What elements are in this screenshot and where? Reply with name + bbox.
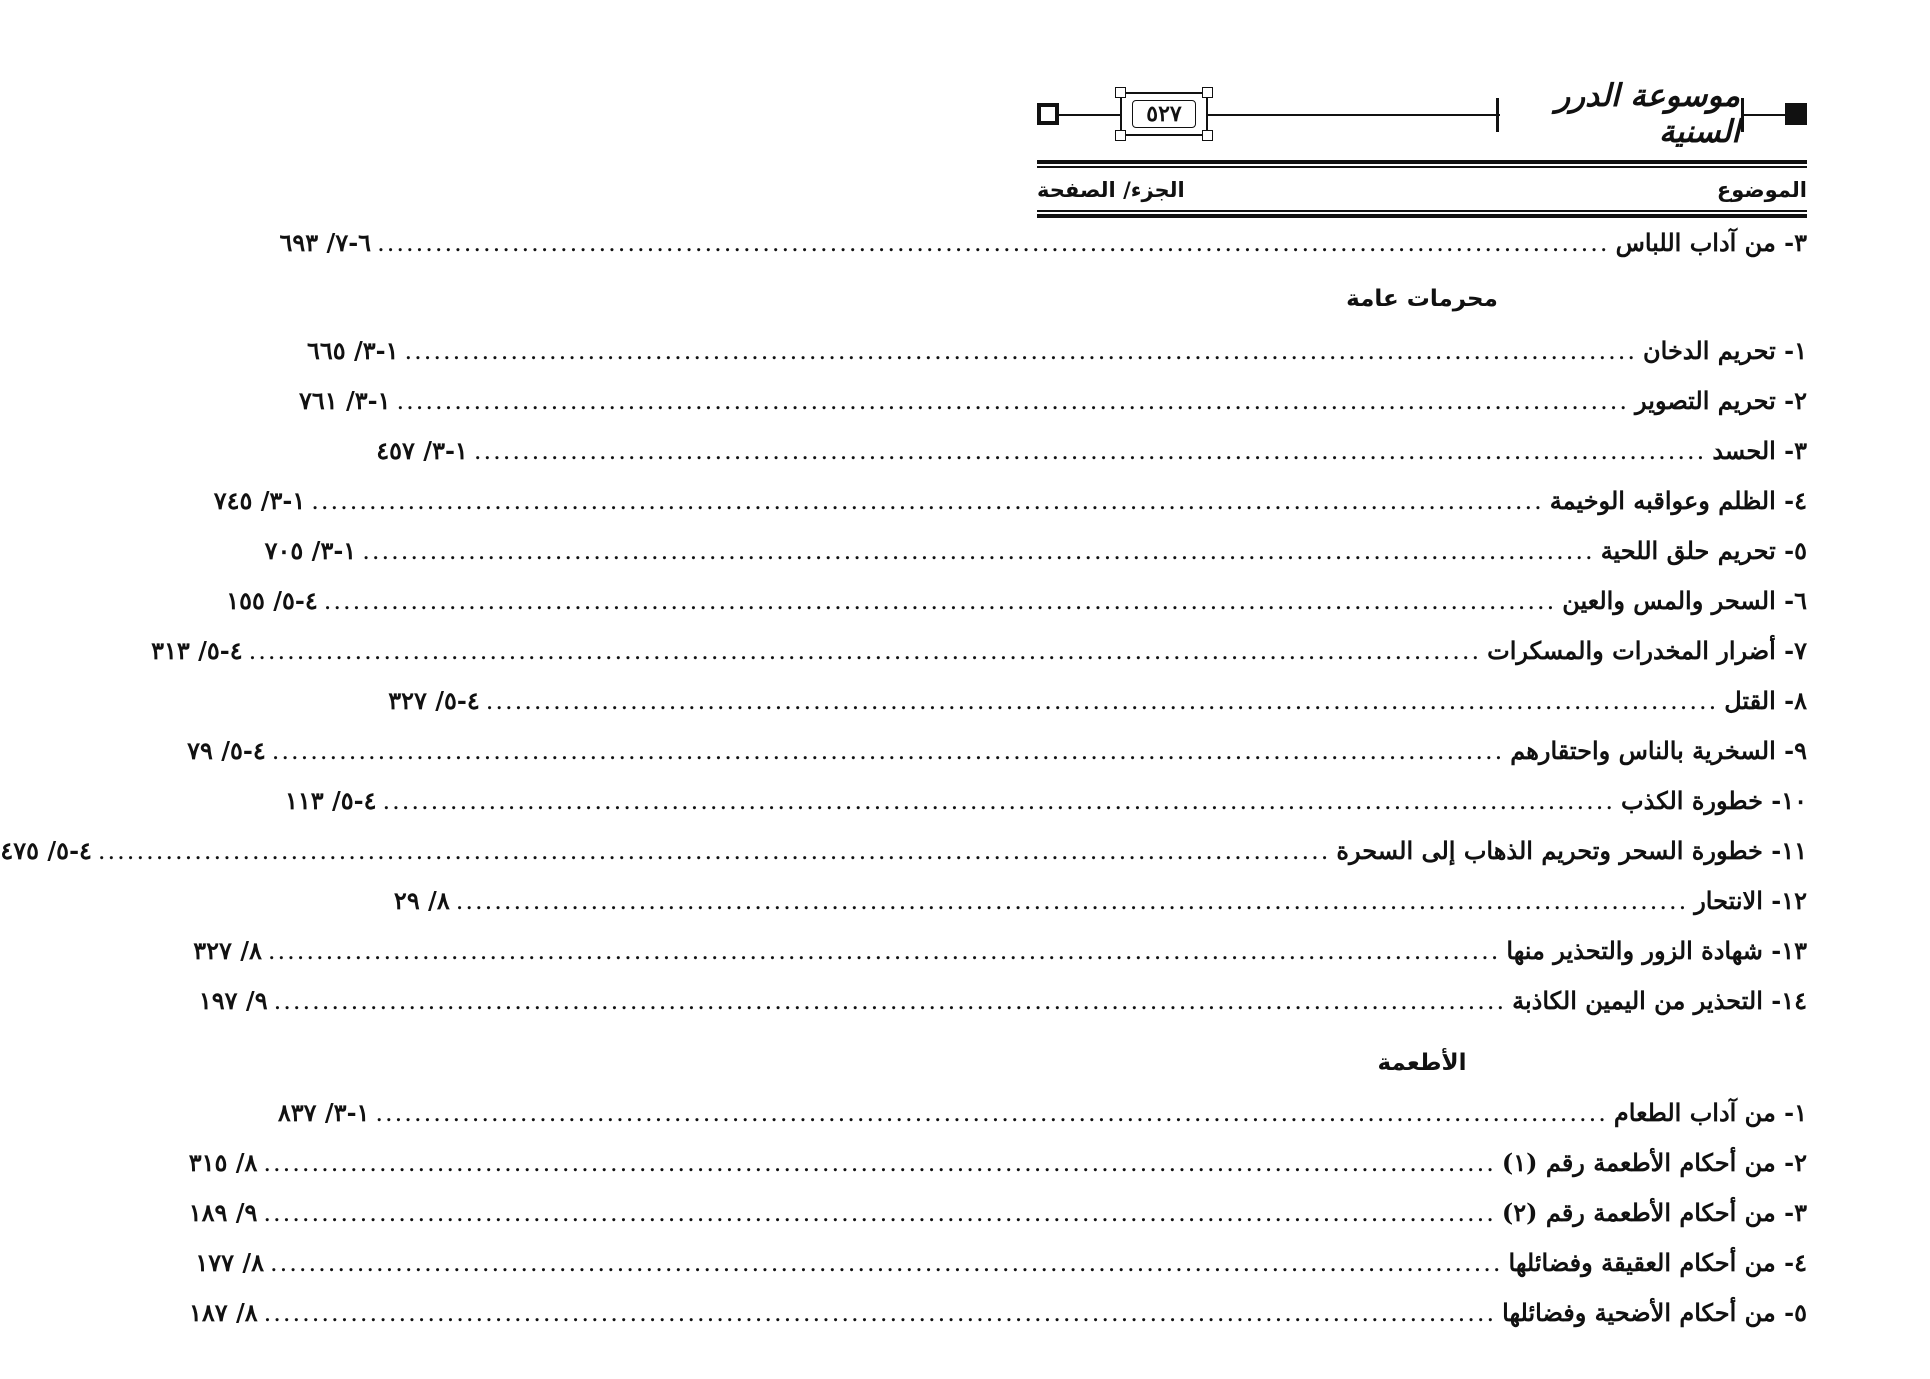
toc-entry bbox=[279, 228, 1807, 268]
entry-reference: ١-٣/ ٨٣٧ bbox=[277, 1098, 370, 1127]
entry-reference: ٨/ ١٨٧ bbox=[188, 1298, 258, 1327]
entry-title: ١١- خطورة السحر وتحريم الذهاب إلى السحرة bbox=[1336, 836, 1807, 865]
entry-title: ١٢- الانتحار bbox=[1694, 886, 1807, 915]
entry-reference: ٩/ ١٨٩ bbox=[188, 1198, 258, 1227]
entry-title: ٣- من آداب اللباس bbox=[1615, 228, 1807, 257]
entry-title: ٢- تحريم التصوير bbox=[1635, 386, 1807, 415]
dot-leader: ................................................................................................................................ bbox=[263, 1299, 1497, 1327]
toc-entry bbox=[213, 486, 1807, 526]
header-rule-right bbox=[1743, 114, 1785, 116]
toc-entry bbox=[393, 886, 1807, 926]
toc-entry bbox=[188, 1298, 1807, 1338]
series-title-logo: موسوعة الدرر السنية bbox=[1500, 94, 1740, 134]
toc-entry bbox=[188, 1148, 1807, 1188]
entry-title: ١- تحريم الدخان bbox=[1643, 336, 1807, 365]
dot-leader: ................................................................................................................................ bbox=[375, 1099, 1608, 1127]
entry-reference: ٤-٥/ ١١٣ bbox=[284, 786, 377, 815]
entry-title: ٣- الحسد bbox=[1712, 436, 1807, 465]
frame-corner-ornament bbox=[1115, 87, 1126, 98]
entry-title: ٩- السخرية بالناس واحتقارهم bbox=[1510, 736, 1807, 765]
page-number: ٥٢٧ bbox=[1132, 100, 1196, 128]
dot-leader: ................................................................................................................................ bbox=[323, 587, 1557, 615]
toc-entry bbox=[376, 436, 1807, 476]
entry-title: ٦- السحر والمس والعين bbox=[1562, 586, 1807, 615]
toc-entry bbox=[298, 386, 1807, 426]
dot-leader: ................................................................................................................................ bbox=[97, 837, 1331, 865]
entry-title: ٧- أضرار المخدرات والمسكرات bbox=[1487, 636, 1807, 665]
dot-leader: ................................................................................................................................ bbox=[377, 229, 1610, 257]
entry-title: ١٣- شهادة الزور والتحذير منها bbox=[1506, 936, 1807, 965]
page-header bbox=[1037, 78, 1807, 150]
frame-corner-ornament bbox=[1202, 130, 1213, 141]
entry-reference: ٨/ ٢٩ bbox=[393, 886, 450, 915]
volume-page-column-heading: الجزء/ الصفحة bbox=[1037, 178, 1185, 202]
entry-reference: ٨/ ٣٢٧ bbox=[193, 936, 262, 965]
entry-title: ٤- الظلم وعواقبه الوخيمة bbox=[1549, 486, 1807, 515]
dot-leader: ................................................................................................................................ bbox=[382, 787, 1616, 815]
entry-title: ١٤- التحذير من اليمين الكاذبة bbox=[1512, 986, 1807, 1015]
entry-title: ٢- من أحكام الأطعمة رقم (١) bbox=[1501, 1148, 1807, 1177]
header-divider-bar bbox=[1496, 98, 1499, 132]
entry-title: ١٠- خطورة الكذب bbox=[1621, 786, 1807, 815]
toc-entry bbox=[193, 936, 1807, 976]
entry-reference: ٤-٥/ ٤٧٥ bbox=[0, 836, 92, 865]
toc-entry bbox=[198, 986, 1807, 1026]
entry-title: ٥- من أحكام الأضحية وفضائلها bbox=[1502, 1298, 1807, 1327]
entry-reference: ١-٣/ ٦٦٥ bbox=[306, 336, 399, 365]
header-rule-left bbox=[1059, 114, 1121, 116]
toc-entry bbox=[284, 786, 1807, 826]
section-heading: الأطعمة bbox=[1377, 1050, 1467, 1076]
dot-leader: ................................................................................................................................ bbox=[485, 687, 1719, 715]
entry-reference: ٤-٥/ ٧٩ bbox=[187, 736, 266, 765]
entry-reference: ٩/ ١٩٧ bbox=[198, 986, 268, 1015]
toc-entry bbox=[0, 836, 1807, 876]
toc-entry bbox=[264, 536, 1807, 576]
entry-title: ٤- من أحكام العقيقة وفضائلها bbox=[1508, 1248, 1807, 1277]
entry-reference: ١-٣/ ٧٦١ bbox=[298, 386, 391, 415]
entry-title: ٨- القتل bbox=[1724, 686, 1807, 715]
entry-reference: ٤-٥/ ٣١٣ bbox=[151, 636, 243, 665]
toc-entry bbox=[195, 1248, 1807, 1288]
toc-entry bbox=[388, 686, 1807, 726]
dot-leader: ................................................................................................................................ bbox=[455, 887, 1689, 915]
column-headings bbox=[1037, 168, 1807, 212]
dot-leader: ................................................................................................................................ bbox=[263, 1149, 1496, 1177]
filled-square-ornament bbox=[1785, 103, 1807, 125]
column-heading-bottom-rule bbox=[1037, 210, 1807, 218]
dot-leader: ................................................................................................................................ bbox=[473, 437, 1707, 465]
entry-reference: ٨/ ٣١٥ bbox=[188, 1148, 258, 1177]
entry-reference: ٨/ ١٧٧ bbox=[195, 1248, 265, 1277]
entry-title: ٥- تحريم حلق اللحية bbox=[1600, 536, 1807, 565]
section-heading: محرمات عامة bbox=[1346, 286, 1498, 312]
entry-title: ١- من آداب الطعام bbox=[1613, 1098, 1807, 1127]
entry-reference: ٤-٥/ ٣٢٧ bbox=[388, 686, 480, 715]
header-rule-middle bbox=[1208, 114, 1500, 116]
dot-leader: ................................................................................................................................ bbox=[263, 1199, 1496, 1227]
toc-entry bbox=[188, 1198, 1807, 1238]
dot-leader: ................................................................................................................................ bbox=[267, 937, 1501, 965]
dot-leader: ................................................................................................................................ bbox=[311, 487, 1544, 515]
dot-leader: ................................................................................................................................ bbox=[248, 637, 1482, 665]
dot-leader: ................................................................................................................................ bbox=[271, 737, 1505, 765]
dot-leader: ................................................................................................................................ bbox=[273, 987, 1507, 1015]
toc-entry bbox=[277, 1098, 1807, 1138]
topic-column-heading: الموضوع bbox=[1716, 178, 1807, 202]
column-heading-top-rule bbox=[1037, 160, 1807, 168]
frame-corner-ornament bbox=[1115, 130, 1126, 141]
entry-reference: ١-٣/ ٤٥٧ bbox=[376, 436, 468, 465]
entry-title: ٣- من أحكام الأطعمة رقم (٢) bbox=[1501, 1198, 1807, 1227]
dot-leader: ................................................................................................................................ bbox=[396, 387, 1630, 415]
dot-leader: ................................................................................................................................ bbox=[270, 1249, 1503, 1277]
toc-entry bbox=[306, 336, 1807, 376]
dot-leader: ................................................................................................................................ bbox=[362, 537, 1595, 565]
toc-entry bbox=[151, 636, 1807, 676]
toc-entry bbox=[226, 586, 1807, 626]
entry-reference: ٦-٧/ ٦٩٣ bbox=[279, 228, 372, 257]
hollow-square-ornament bbox=[1037, 103, 1059, 125]
entry-reference: ١-٣/ ٧٠٥ bbox=[264, 536, 357, 565]
toc-entry bbox=[187, 736, 1807, 776]
frame-corner-ornament bbox=[1202, 87, 1213, 98]
dot-leader: ................................................................................................................................ bbox=[404, 337, 1638, 365]
page-number-box bbox=[1120, 92, 1208, 136]
entry-reference: ٤-٥/ ١٥٥ bbox=[226, 586, 318, 615]
entry-reference: ١-٣/ ٧٤٥ bbox=[213, 486, 306, 515]
